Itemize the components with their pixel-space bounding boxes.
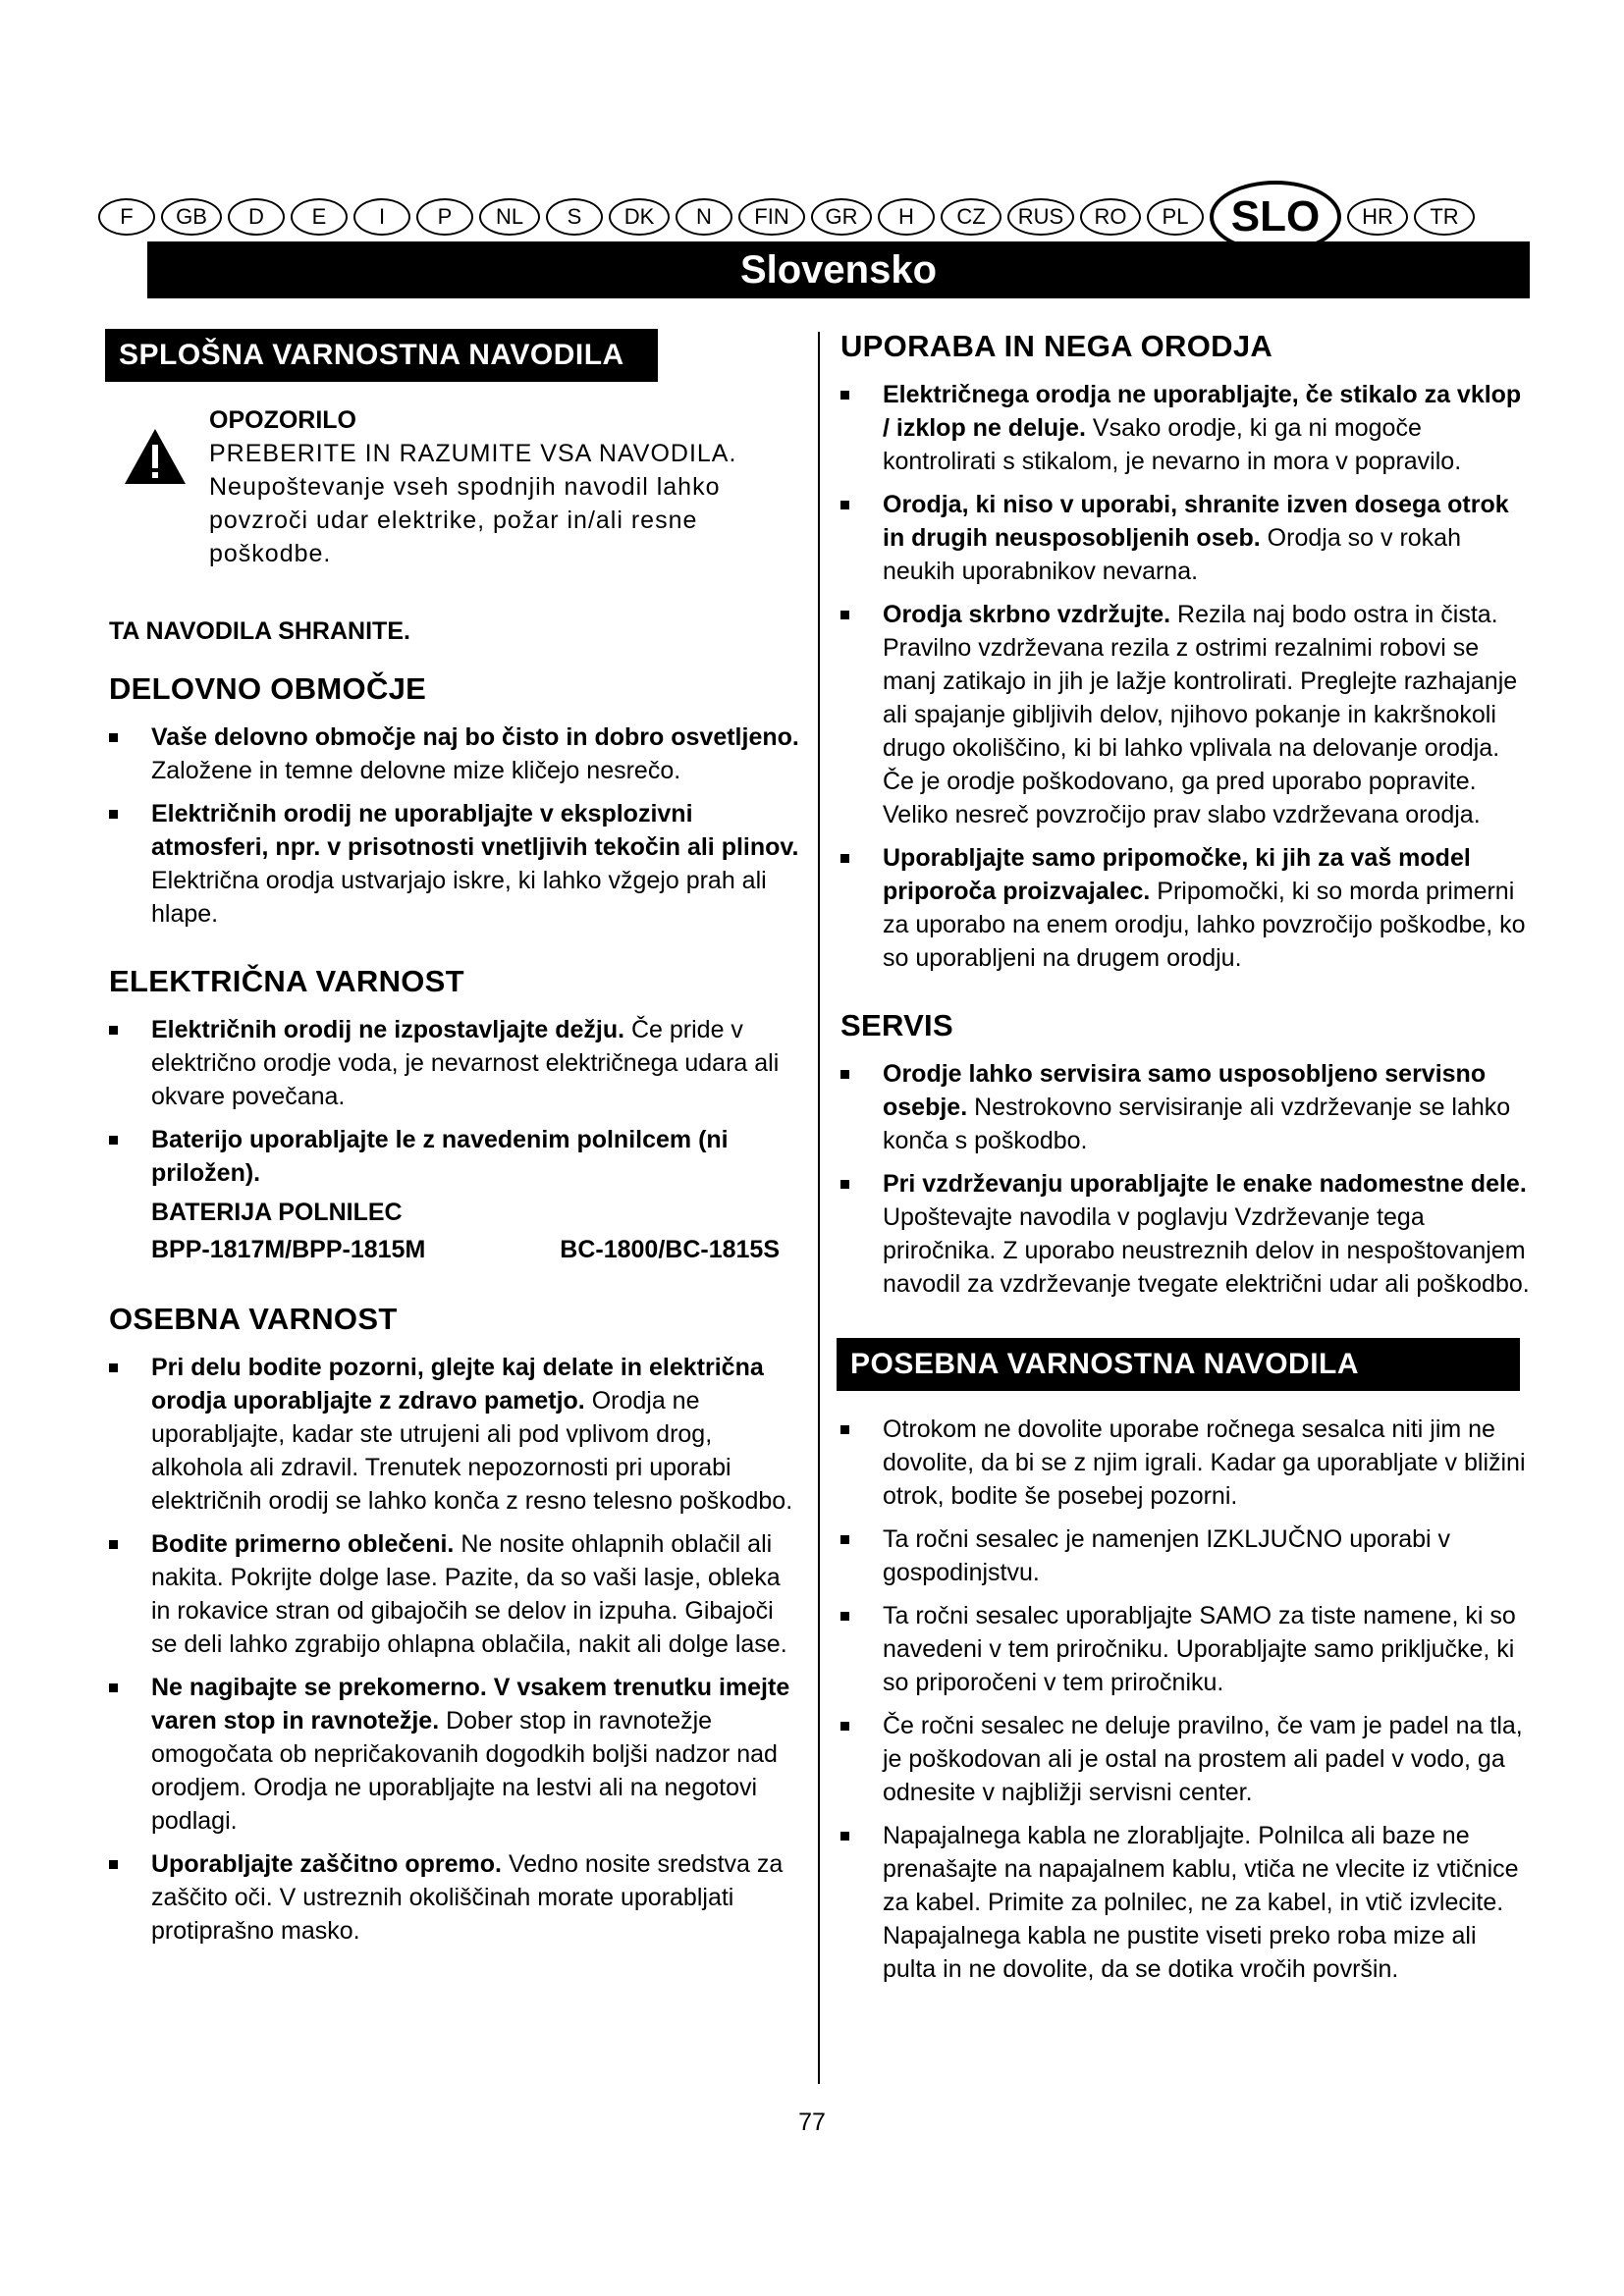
lang-badge-fin[interactable]: FIN <box>738 198 805 236</box>
list-item: Ne nagibajte se prekomerno. V vsakem trenutku imejte varen stop in ravnotežje. Dober stop in ravnotežje omogočata ob nepričakovanih dogodkih boljši nadzor nad orodjem. Orodja ne uporabljajte na lestvi ali na negotovi podlagi. <box>105 1671 802 1838</box>
electrical-safety-heading: ELEKTRIČNA VARNOST <box>109 964 464 998</box>
list-item: Pri delu bodite pozorni, glejte kaj delate in električna orodja uporabljajte z zdravo pametjo. Orodja ne uporabljajte, kadar ste utrujeni ali pod vplivom drog, alkohola ali zdravil. Trenutek nepozornosti pri uporabi električnih orodij se lahko konča z resno telesno poškodbo. <box>105 1351 802 1518</box>
list-item: Vaše delovno območje naj bo čisto in dobro osvetljeno. Založene in temne delovne mize kličejo nesrečo. <box>105 721 802 787</box>
warning-block <box>105 403 802 570</box>
personal-safety-heading: OSEBNA VARNOST <box>109 1302 398 1336</box>
column-divider <box>818 332 820 2084</box>
right-column <box>837 329 1534 1996</box>
warning-text: Neupoštevanje vseh spodnjih navodil lahko povzroči udar elektrike, požar in/ali resne poškodbe. <box>209 473 721 567</box>
list-item: Električnega orodja ne uporabljajte, če stikalo za vklop / izklop ne deluje. Vsako orodje, ki ga ni mogoče kontrolirati s stikalom, je nevarno in mora v popravilo. <box>837 378 1534 478</box>
left-column <box>105 329 802 1957</box>
lang-badge-slo-active[interactable]: SLO <box>1210 181 1341 253</box>
list-item: Orodje lahko servisira samo usposobljeno servisno osebje. Nestrokovno servisiranje ali vzdrževanje se lahko konča s poškodbo. <box>837 1057 1534 1157</box>
list-item: Bodite primerno oblečeni. Ne nosite ohlapnih oblačil ali nakita. Pokrijte dolge lase. Pazite, da so vaši lasje, obleka in rokavice stran od gibajočih se delov in izpuha. Gibajoči se deli lahko zgrabijo ohlapna oblačila, nakit ali dolge lase. <box>105 1527 802 1661</box>
list-item: Orodja skrbno vzdržujte. Rezila naj bodo ostra in čista. Pravilno vzdrževana rezila z ostrimi rezalnimi robovi se manj zatikajo in jih je lažje kontrolirati. Preglejte razhajanje ali spajanje gibljivih delov, njihovo pokanje in kakršnokoli drugo okoliščino, ki bi lahko vplivala na delovanje orodja. Če je orodje poškodovano, ga pred uporabo popravite. Veliko nesreč povzročijo prav slabo vzdrževana orodja. <box>837 598 1534 831</box>
list-item: Uporabljajte samo pripomočke, ki jih za vaš model priporoča proizvajalec. Pripomočki, ki so morda primerni za uporabo na enem orodju, lahko povzročijo poškodbe, ko so uporabljeni na drugem orodju. <box>837 841 1534 975</box>
lang-badge-f[interactable]: F <box>98 198 155 236</box>
charger-models: BC-1800/BC-1815S <box>560 1236 780 1263</box>
lang-badge-rus[interactable]: RUS <box>1007 198 1074 236</box>
lang-badge-dk[interactable]: DK <box>609 198 670 236</box>
service-heading: SERVIS <box>840 1008 953 1042</box>
battery-models: BPP-1817M/BPP-1815M <box>151 1236 426 1263</box>
tool-use-heading: UPORABA IN NEGA ORODJA <box>840 329 1273 363</box>
general-safety-heading: SPLOŠNA VARNOSTNA NAVODILA <box>105 329 658 382</box>
lang-badge-cz[interactable]: CZ <box>941 198 1001 236</box>
list-item: Električnih orodij ne uporabljajte v eksplozivni atmosferi, npr. v prisotnosti vnetljivih tekočin ali plinov. Električna orodja ustvarjajo iskre, ki lahko vžgejo prah ali hlape. <box>105 797 802 931</box>
lang-badge-tr[interactable]: TR <box>1414 198 1475 236</box>
lang-badge-gb[interactable]: GB <box>161 198 222 236</box>
work-area-heading: DELOVNO OBMOČJE <box>109 671 427 706</box>
lang-badge-d[interactable]: D <box>228 198 285 236</box>
keep-instructions: TA NAVODILA SHRANITE. <box>109 617 410 645</box>
list-item: Orodja, ki niso v uporabi, shranite izven dosega otrok in drugih neusposobljenih oseb. Orodja so v rokah neukih uporabnikov nevarna. <box>837 488 1534 588</box>
list-item: Baterijo uporabljajte le z navedenim polnilcem (ni priložen). <box>105 1123 802 1190</box>
lang-badge-gr[interactable]: GR <box>811 198 872 236</box>
lang-badge-ro[interactable]: RO <box>1080 198 1141 236</box>
lang-badge-hr[interactable]: HR <box>1347 198 1408 236</box>
language-banner: Slovensko <box>147 241 1530 298</box>
battery-charger-table <box>105 1194 802 1268</box>
lang-badge-n[interactable]: N <box>676 198 732 236</box>
list-item: Otrokom ne dovolite uporabe ročnega sesalca niti jim ne dovolite, da bi se z njim igrali. Kadar ga uporabljate v bližini otrok, bodite še posebej pozorni. <box>837 1413 1534 1513</box>
warning-title: OPOZORILO <box>209 406 356 434</box>
list-item: Napajalnega kabla ne zlorabljajte. Polnilca ali baze ne prenašajte na napajalnem kablu, vtiča ne vlecite iz vtičnice za kabel. Primite za polnilec, ne za kabel, in vtič izvlecite. Napajalnega kabla ne pustite viseti preko roba mize ali pulta in ne dovolite, da se dotika vročih površin. <box>837 1819 1534 1986</box>
lang-badge-pl[interactable]: PL <box>1147 198 1204 236</box>
lang-badge-h[interactable]: H <box>878 198 935 236</box>
warning-read-instructions: PREBERITE IN RAZUMITE VSA NAVODILA. <box>209 440 737 467</box>
special-safety-heading: POSEBNA VARNOSTNA NAVODILA <box>837 1338 1520 1391</box>
list-item: Ta ročni sesalec je namenjen IZKLJUČNO uporabi v gospodinjstvu. <box>837 1522 1534 1589</box>
list-item: Pri vzdrževanju uporabljajte le enake nadomestne dele. Upoštevajte navodila v poglavju Vzdrževanje tega priročnika. Z uporabo neustreznih delov in nespoštovanjem navodil za vzdrževanje tvegate električni udar ali poškodbo. <box>837 1167 1534 1301</box>
lang-badge-e[interactable]: E <box>291 198 348 236</box>
page-number: 77 <box>798 2109 826 2136</box>
list-item: Električnih orodij ne izpostavljajte dežju. Če pride v električno orodje voda, je nevarnost električnega udara ali okvare povečana. <box>105 1013 802 1113</box>
lang-badge-p[interactable]: P <box>416 198 473 236</box>
list-item: Če ročni sesalec ne deluje pravilno, če vam je padel na tla, je poškodovan ali je ostal na prostem ali padel v vodo, ga odnesite v najbližji servisni center. <box>837 1709 1534 1809</box>
list-item: Ta ročni sesalec uporabljajte SAMO za tiste namene, ki so navedeni v tem priročniku. Uporabljajte samo priključke, ki so priporočeni v tem priročniku. <box>837 1599 1534 1699</box>
battery-label: BATERIJA POLNILEC <box>151 1199 403 1226</box>
lang-badge-i[interactable]: I <box>353 198 410 236</box>
list-item: Uporabljajte zaščitno opremo. Vedno nosite sredstva za zaščito oči. V ustreznih okoliščinah morate uporabljati protiprašno masko. <box>105 1847 802 1948</box>
lang-badge-nl[interactable]: NL <box>479 198 540 236</box>
lang-badge-s[interactable]: S <box>546 198 603 236</box>
warning-triangle-icon <box>123 427 188 486</box>
